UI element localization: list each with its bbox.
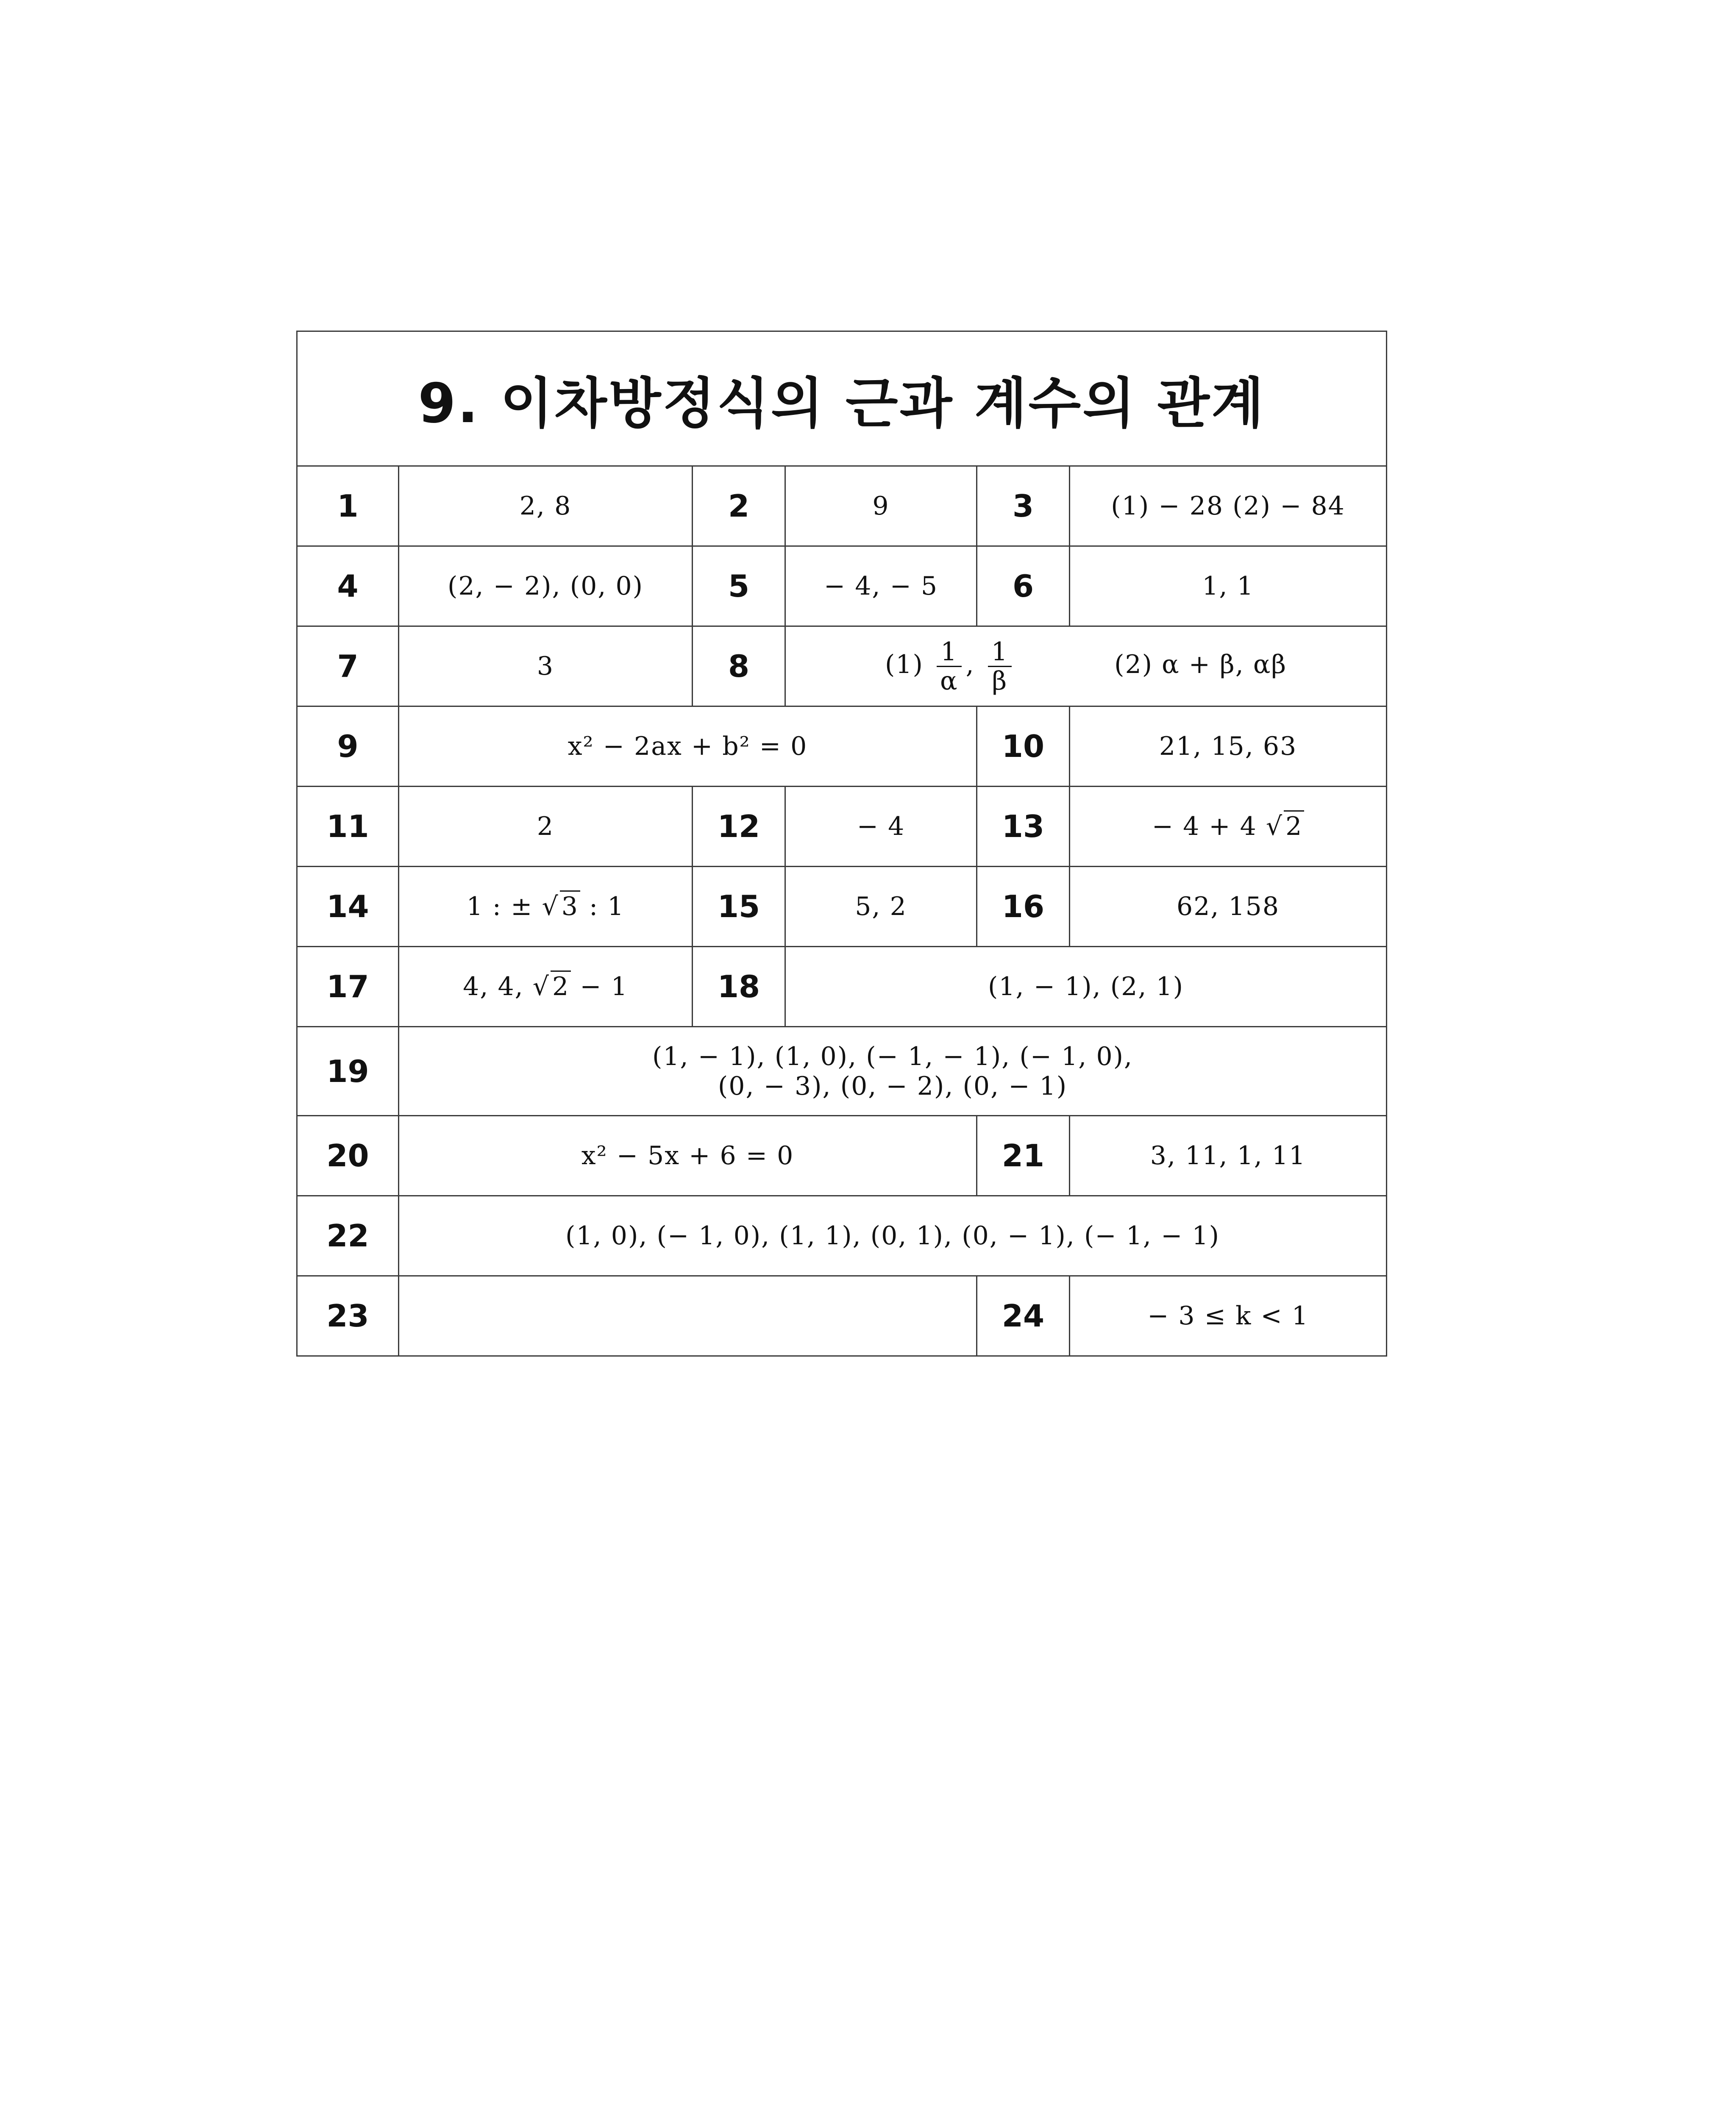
answer-cell: 1, 1 (1070, 546, 1387, 626)
answer-cell (399, 947, 693, 1027)
fraction-numerator: 1 (940, 637, 958, 667)
fraction-denominator: β (988, 666, 1012, 695)
question-number: 17 (297, 947, 399, 1027)
question-number: 19 (297, 1027, 399, 1116)
question-number: 9 (297, 706, 399, 787)
answer-cell: (1, 0), (− 1, 0), (1, 1), (0, 1), (0, − 1), (− 1, − 1) (399, 1196, 1387, 1276)
answer-cell: 2 (399, 787, 693, 867)
separator-comma: , (965, 649, 975, 679)
question-number: 2 (693, 466, 785, 546)
answer-line: (0, − 3), (0, − 2), (0, − 1) (718, 1071, 1068, 1101)
answer-cell (399, 1027, 1387, 1116)
fraction-numerator: 1 (991, 637, 1008, 667)
fraction (937, 638, 962, 695)
question-number: 16 (977, 867, 1070, 947)
answer-cell: − 3 ≤ k < 1 (1070, 1276, 1387, 1356)
question-number: 24 (977, 1276, 1070, 1356)
question-number: 8 (693, 626, 785, 706)
answer-cell: − 4 (785, 787, 977, 867)
answer-table (296, 331, 1387, 1357)
question-number: 7 (297, 626, 399, 706)
answer-text: − 1 (571, 972, 628, 1001)
question-number: 6 (977, 546, 1070, 626)
radicand: 2 (1284, 810, 1304, 841)
answer-cell: 9 (785, 466, 977, 546)
answer-cell: 5, 2 (785, 867, 977, 947)
answer-cell: − 4, − 5 (785, 546, 977, 626)
answer-cell (785, 626, 1387, 706)
question-number: 18 (693, 947, 785, 1027)
answer-text: : 1 (580, 892, 625, 921)
answer-cell: x² − 5x + 6 = 0 (399, 1116, 977, 1196)
answer-line: (1, − 1), (1, 0), (− 1, − 1), (− 1, 0), (652, 1041, 1133, 1071)
question-number: 21 (977, 1116, 1070, 1196)
radicand: 2 (551, 971, 571, 1001)
answer-cell: (1) − 28 (2) − 84 (1070, 466, 1387, 546)
question-number: 4 (297, 546, 399, 626)
question-number: 14 (297, 867, 399, 947)
answer-cell: 3, 11, 1, 11 (1070, 1116, 1387, 1196)
answer-text: 4, 4, √ (463, 972, 550, 1001)
question-number: 3 (977, 466, 1070, 546)
question-number: 15 (693, 867, 785, 947)
answer-cell: 62, 158 (1070, 867, 1387, 947)
answer-text: − 4 + 4 √ (1152, 812, 1283, 841)
answer-part: (2) α + β, αβ (1114, 649, 1287, 679)
fraction-denominator: α (937, 666, 962, 695)
answer-cell: 21, 15, 63 (1070, 706, 1387, 787)
question-number: 12 (693, 787, 785, 867)
question-number: 23 (297, 1276, 399, 1356)
question-number: 22 (297, 1196, 399, 1276)
question-number: 5 (693, 546, 785, 626)
answer-cell: 2, 8 (399, 466, 693, 546)
answer-cell (1070, 787, 1387, 867)
question-number: 11 (297, 787, 399, 867)
radicand: 3 (560, 890, 580, 921)
answer-cell: x² − 2ax + b² = 0 (399, 706, 977, 787)
fraction (988, 638, 1012, 695)
answer-cell: (2, − 2), (0, 0) (399, 546, 693, 626)
answer-cell (399, 1276, 977, 1356)
answer-cell (399, 867, 693, 947)
question-number: 13 (977, 787, 1070, 867)
answer-text: 1 : ± √ (466, 892, 559, 921)
answer-part-label: (1) (885, 649, 924, 679)
answer-cell: 3 (399, 626, 693, 706)
page-title: 9. 이차방정식의 근과 계수의 관계 (297, 331, 1387, 466)
answer-cell: (1, − 1), (2, 1) (785, 947, 1387, 1027)
question-number: 20 (297, 1116, 399, 1196)
question-number: 1 (297, 466, 399, 546)
question-number: 10 (977, 706, 1070, 787)
